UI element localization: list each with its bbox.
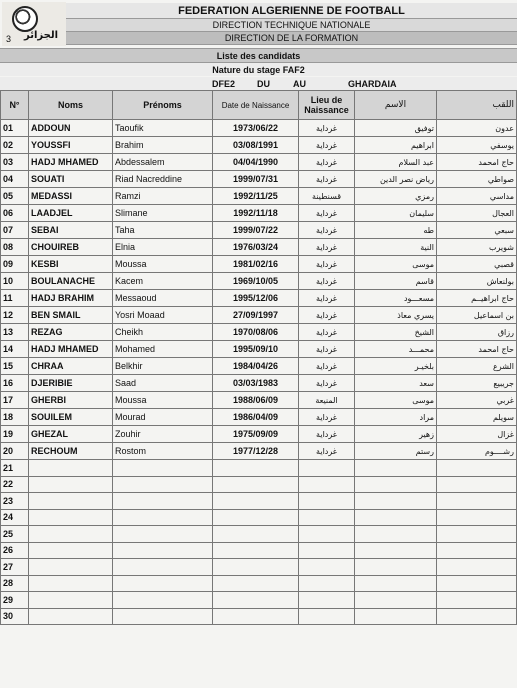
cell-nom: SOUATI (29, 171, 113, 188)
cell-number: 25 (1, 526, 29, 543)
cell-laqab: حاج امحمد (437, 154, 517, 171)
table-row-empty (1, 509, 517, 526)
table-row (1, 426, 517, 443)
cell-date: 1977/12/28 (213, 443, 299, 460)
cell-empty (355, 592, 437, 609)
cell-empty (213, 559, 299, 576)
cell-laqab: الشرع (437, 358, 517, 375)
cell-empty (29, 460, 113, 477)
cell-number: 18 (1, 409, 29, 426)
cell-number: 04 (1, 171, 29, 188)
cell-empty (113, 592, 213, 609)
cell-laqab: غزال (437, 426, 517, 443)
col-header-lieu: Lieu de Naissance (299, 91, 355, 120)
cell-ism: مراد (355, 409, 437, 426)
table-row (1, 205, 517, 222)
cell-number: 30 (1, 608, 29, 625)
cell-nom: BOULANACHE (29, 273, 113, 290)
cell-lieu: غرداية (299, 256, 355, 273)
cell-prenom: Rostom (113, 443, 213, 460)
cell-nom: HADJ MHAMED (29, 341, 113, 358)
cell-empty (213, 608, 299, 625)
cell-number: 17 (1, 392, 29, 409)
cell-number: 09 (1, 256, 29, 273)
table-row (1, 120, 517, 137)
cell-empty (437, 509, 517, 526)
cell-nom: ADDOUN (29, 120, 113, 137)
cell-laqab: صواطي (437, 171, 517, 188)
cell-nom: GHERBI (29, 392, 113, 409)
cell-prenom: Cheikh (113, 324, 213, 341)
cell-prenom: Yosri Moaad (113, 307, 213, 324)
direction-formation: DIRECTION DE LA FORMATION (66, 32, 517, 45)
cell-ism: سليمان (355, 205, 437, 222)
cell-empty (113, 559, 213, 576)
cell-number: 02 (1, 137, 29, 154)
cell-nom: KESBI (29, 256, 113, 273)
cell-empty (437, 526, 517, 543)
logo-text: الجزائر (24, 30, 59, 41)
table-row (1, 154, 517, 171)
cell-nom: CHRAA (29, 358, 113, 375)
cell-number: 27 (1, 559, 29, 576)
table-row-empty (1, 608, 517, 625)
cell-ism: رستم (355, 443, 437, 460)
cell-ism: عبد السلام (355, 154, 437, 171)
cell-ism: طه (355, 222, 437, 239)
cell-date: 1992/11/18 (213, 205, 299, 222)
cell-date: 1984/04/26 (213, 358, 299, 375)
cell-date: 1970/08/06 (213, 324, 299, 341)
football-icon (12, 6, 38, 32)
cell-empty (113, 526, 213, 543)
cell-empty (355, 608, 437, 625)
stage-location: GHARDAIA (348, 78, 397, 89)
cell-nom: HADJ MHAMED (29, 154, 113, 171)
cell-empty (355, 575, 437, 592)
cell-prenom: Moussa (113, 392, 213, 409)
cell-prenom: Taoufik (113, 120, 213, 137)
candidates-table (0, 90, 517, 625)
cell-laqab: عدون (437, 120, 517, 137)
table-row (1, 222, 517, 239)
cell-prenom: Kacem (113, 273, 213, 290)
cell-date: 1975/09/09 (213, 426, 299, 443)
list-title: Liste des candidats (0, 48, 517, 63)
cell-ism: محمـــد (355, 341, 437, 358)
cell-number: 16 (1, 375, 29, 392)
table-header-row (1, 91, 517, 120)
cell-nom: DJERIBIE (29, 375, 113, 392)
cell-empty (29, 575, 113, 592)
stage-nature: Nature du stage FAF2 (0, 63, 517, 76)
table-row (1, 341, 517, 358)
cell-date: 03/03/1983 (213, 375, 299, 392)
cell-empty (29, 608, 113, 625)
cell-lieu: غرداية (299, 409, 355, 426)
cell-empty (299, 608, 355, 625)
cell-date: 1976/03/24 (213, 239, 299, 256)
table-row-empty (1, 592, 517, 609)
table-row (1, 137, 517, 154)
faf-logo (2, 2, 66, 46)
cell-number: 08 (1, 239, 29, 256)
cell-laqab: مداسي (437, 188, 517, 205)
cell-empty (437, 493, 517, 510)
cell-empty (213, 509, 299, 526)
cell-empty (213, 493, 299, 510)
stage-du: DU (257, 78, 270, 89)
cell-prenom: Riad Nacreddine (113, 171, 213, 188)
cell-lieu: قسنطينة (299, 188, 355, 205)
cell-number: 23 (1, 493, 29, 510)
cell-empty (29, 542, 113, 559)
cell-empty (29, 493, 113, 510)
cell-empty (29, 592, 113, 609)
cell-date: 1973/06/22 (213, 120, 299, 137)
cell-prenom: Belkhir (113, 358, 213, 375)
table-row (1, 307, 517, 324)
cell-nom: YOUSSFI (29, 137, 113, 154)
cell-empty (299, 542, 355, 559)
col-header-num: N° (1, 91, 29, 120)
cell-nom: GHEZAL (29, 426, 113, 443)
cell-lieu: غرداية (299, 205, 355, 222)
cell-empty (355, 460, 437, 477)
cell-number: 19 (1, 426, 29, 443)
cell-date: 1995/12/06 (213, 290, 299, 307)
table-row-empty (1, 476, 517, 493)
cell-ism: بلخيـر (355, 358, 437, 375)
cell-empty (113, 608, 213, 625)
cell-empty (355, 476, 437, 493)
cell-lieu: غرداية (299, 341, 355, 358)
cell-prenom: Zouhir (113, 426, 213, 443)
stage-code: DFE2 (212, 78, 236, 89)
cell-number: 05 (1, 188, 29, 205)
cell-date: 1999/07/31 (213, 171, 299, 188)
cell-ism: موسى (355, 392, 437, 409)
table-row (1, 358, 517, 375)
col-header-noms: Noms (29, 91, 113, 120)
cell-ism: الشيخ (355, 324, 437, 341)
cell-ism: رياض نصر الدين (355, 171, 437, 188)
table-row-empty (1, 575, 517, 592)
table-row (1, 443, 517, 460)
cell-number: 14 (1, 341, 29, 358)
cell-nom: SEBAI (29, 222, 113, 239)
cell-laqab: قصبي (437, 256, 517, 273)
cell-prenom: Brahim (113, 137, 213, 154)
cell-laqab: العجال (437, 205, 517, 222)
table-row (1, 239, 517, 256)
cell-empty (113, 575, 213, 592)
table-row (1, 392, 517, 409)
page-number: 3 (6, 34, 12, 44)
cell-laqab: سبعي (437, 222, 517, 239)
cell-prenom: Abdessalem (113, 154, 213, 171)
table-row-empty (1, 542, 517, 559)
cell-nom: CHOUIREB (29, 239, 113, 256)
cell-date: 1992/11/25 (213, 188, 299, 205)
cell-laqab: بن اسماعيل (437, 307, 517, 324)
cell-number: 29 (1, 592, 29, 609)
cell-nom: BEN SMAIL (29, 307, 113, 324)
cell-ism: زهير (355, 426, 437, 443)
cell-empty (299, 559, 355, 576)
table-row (1, 171, 517, 188)
cell-empty (299, 460, 355, 477)
cell-lieu: غرداية (299, 375, 355, 392)
cell-laqab: حاج امحمد (437, 341, 517, 358)
cell-number: 22 (1, 476, 29, 493)
cell-empty (437, 542, 517, 559)
cell-laqab: بولنعاش (437, 273, 517, 290)
direction-technique: DIRECTION TECHNIQUE NATIONALE (66, 19, 517, 32)
cell-empty (113, 460, 213, 477)
cell-lieu: غرداية (299, 120, 355, 137)
cell-laqab: سويلم (437, 409, 517, 426)
cell-prenom: Mourad (113, 409, 213, 426)
cell-lieu: غرداية (299, 443, 355, 460)
cell-lieu: غرداية (299, 324, 355, 341)
cell-prenom: Mohamed (113, 341, 213, 358)
cell-nom: SOUILEM (29, 409, 113, 426)
table-row-empty (1, 559, 517, 576)
col-header-prenoms: Prénoms (113, 91, 213, 120)
cell-number: 15 (1, 358, 29, 375)
cell-lieu: غرداية (299, 171, 355, 188)
cell-lieu: غرداية (299, 358, 355, 375)
cell-date: 27/09/1997 (213, 307, 299, 324)
cell-empty (437, 608, 517, 625)
col-header-ism: الاسم (355, 91, 437, 120)
cell-nom: REZAG (29, 324, 113, 341)
cell-empty (299, 493, 355, 510)
cell-laqab: رشــــوم (437, 443, 517, 460)
cell-empty (29, 476, 113, 493)
cell-number: 12 (1, 307, 29, 324)
cell-date: 1995/09/10 (213, 341, 299, 358)
cell-empty (299, 592, 355, 609)
cell-prenom: Saad (113, 375, 213, 392)
cell-date: 1999/07/22 (213, 222, 299, 239)
cell-prenom: Ramzi (113, 188, 213, 205)
cell-lieu: غرداية (299, 273, 355, 290)
cell-empty (437, 559, 517, 576)
cell-number: 20 (1, 443, 29, 460)
table-row (1, 273, 517, 290)
cell-ism: توفيق (355, 120, 437, 137)
cell-empty (29, 559, 113, 576)
cell-laqab: يوسفي (437, 137, 517, 154)
cell-empty (213, 592, 299, 609)
cell-number: 28 (1, 575, 29, 592)
cell-ism: مسعـــود (355, 290, 437, 307)
cell-empty (29, 526, 113, 543)
cell-number: 06 (1, 205, 29, 222)
cell-empty (355, 509, 437, 526)
cell-date: 1986/04/09 (213, 409, 299, 426)
cell-ism: سعد (355, 375, 437, 392)
table-row (1, 375, 517, 392)
federation-title: FEDERATION ALGERIENNE DE FOOTBALL (66, 3, 517, 19)
cell-ism: يسري معاذ (355, 307, 437, 324)
cell-empty (113, 509, 213, 526)
cell-number: 03 (1, 154, 29, 171)
cell-number: 01 (1, 120, 29, 137)
table-row-empty (1, 460, 517, 477)
table-row (1, 324, 517, 341)
cell-number: 21 (1, 460, 29, 477)
cell-nom: HADJ BRAHIM (29, 290, 113, 307)
cell-number: 10 (1, 273, 29, 290)
cell-date: 1981/02/16 (213, 256, 299, 273)
cell-number: 26 (1, 542, 29, 559)
cell-laqab: غربي (437, 392, 517, 409)
cell-ism: موسى (355, 256, 437, 273)
col-header-date: Date de Naissance (213, 91, 299, 120)
cell-number: 24 (1, 509, 29, 526)
cell-number: 13 (1, 324, 29, 341)
table-row (1, 256, 517, 273)
cell-empty (213, 575, 299, 592)
col-header-laqab: اللقب (437, 91, 517, 120)
stage-info (0, 77, 517, 90)
cell-nom: MEDASSI (29, 188, 113, 205)
cell-empty (437, 592, 517, 609)
cell-prenom: Elnia (113, 239, 213, 256)
cell-number: 11 (1, 290, 29, 307)
table-row (1, 290, 517, 307)
cell-nom: RECHOUM (29, 443, 113, 460)
cell-date: 1988/06/09 (213, 392, 299, 409)
cell-empty (299, 509, 355, 526)
cell-empty (213, 526, 299, 543)
cell-lieu: غرداية (299, 307, 355, 324)
cell-laqab: جريبيع (437, 375, 517, 392)
cell-empty (437, 476, 517, 493)
cell-lieu: المنيعة (299, 392, 355, 409)
cell-lieu: غرداية (299, 239, 355, 256)
table-row (1, 409, 517, 426)
cell-empty (355, 493, 437, 510)
cell-lieu: غرداية (299, 426, 355, 443)
cell-lieu: غرداية (299, 154, 355, 171)
cell-prenom: Slimane (113, 205, 213, 222)
cell-laqab: شويرب (437, 239, 517, 256)
cell-lieu: غرداية (299, 137, 355, 154)
cell-lieu: غرداية (299, 290, 355, 307)
cell-empty (113, 493, 213, 510)
cell-empty (29, 509, 113, 526)
cell-empty (299, 526, 355, 543)
cell-ism: قاسم (355, 273, 437, 290)
cell-laqab: حاج ابراهيــم (437, 290, 517, 307)
cell-empty (299, 575, 355, 592)
cell-number: 07 (1, 222, 29, 239)
cell-ism: رمزي (355, 188, 437, 205)
cell-empty (355, 526, 437, 543)
cell-prenom: Taha (113, 222, 213, 239)
cell-empty (213, 476, 299, 493)
cell-date: 1969/10/05 (213, 273, 299, 290)
cell-nom: LAADJEL (29, 205, 113, 222)
table-row-empty (1, 493, 517, 510)
cell-ism: ابراهيم (355, 137, 437, 154)
cell-empty (113, 542, 213, 559)
stage-au: AU (293, 78, 306, 89)
cell-empty (213, 542, 299, 559)
table-row (1, 188, 517, 205)
cell-empty (437, 460, 517, 477)
cell-empty (355, 542, 437, 559)
cell-prenom: Messaoud (113, 290, 213, 307)
cell-empty (355, 559, 437, 576)
cell-prenom: Moussa (113, 256, 213, 273)
cell-empty (437, 575, 517, 592)
cell-lieu: غرداية (299, 222, 355, 239)
cell-date: 04/04/1990 (213, 154, 299, 171)
cell-ism: النية (355, 239, 437, 256)
cell-laqab: رزاق (437, 324, 517, 341)
cell-empty (113, 476, 213, 493)
cell-empty (213, 460, 299, 477)
cell-date: 03/08/1991 (213, 137, 299, 154)
cell-empty (299, 476, 355, 493)
table-row-empty (1, 526, 517, 543)
